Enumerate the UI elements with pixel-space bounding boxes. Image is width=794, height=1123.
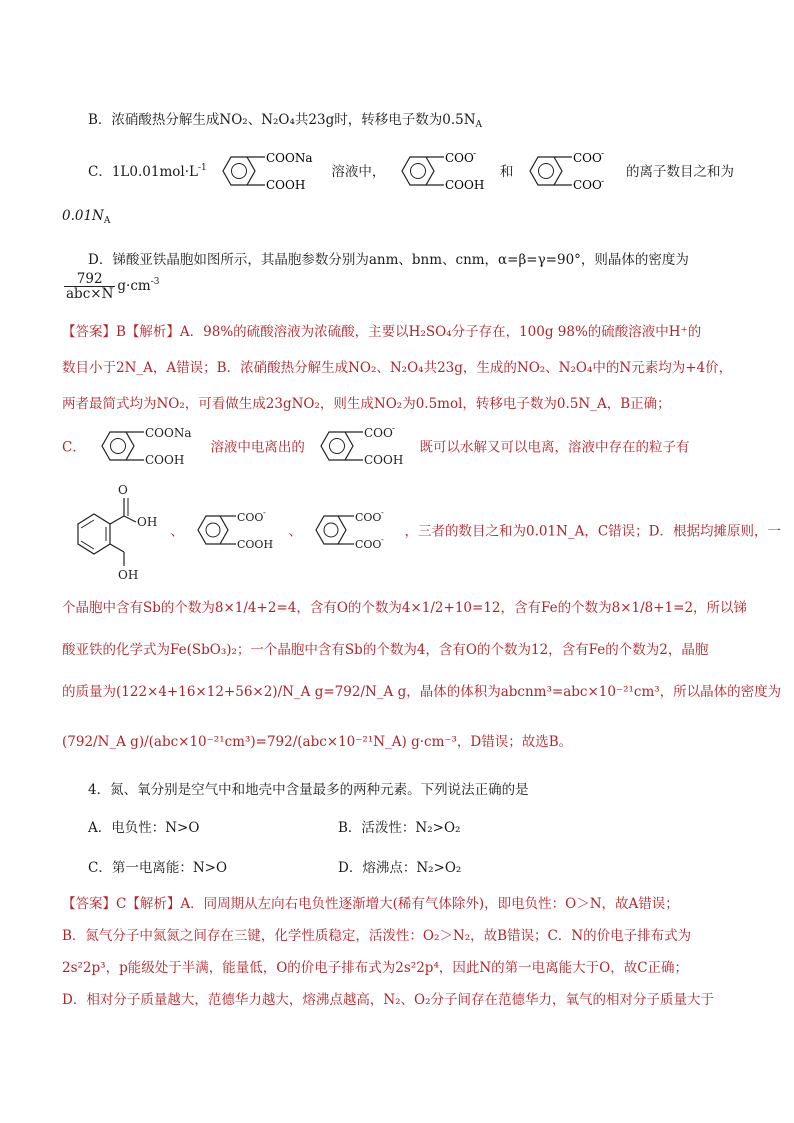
q4-option-b: B．活泼性：N₂>O₂ xyxy=(338,820,461,836)
phthalate-ion-structure xyxy=(520,153,620,193)
answer3-line5: O OH OH 、 COO - COOH 、 COO - COO - ，三者的数目之和为0.01N_A，C错误；D．根据均摊原则，一 xyxy=(62,482,781,582)
phthalate-ion-structure xyxy=(308,512,398,552)
svg-text:COO: COO xyxy=(355,538,382,551)
sodium-hydrogen-phthalate-structure xyxy=(92,428,204,468)
svg-text:COO: COO xyxy=(572,152,602,165)
svg-text:COONa: COONa xyxy=(145,428,192,440)
svg-text:COOH: COOH xyxy=(145,453,185,467)
answer3-line6: 个晶胞中含有Sb的个数为8×1/4+2=4，含有O的个数为4×1/2+10=12，含有Fe的个数为8×1/8+1=2，所以锑 xyxy=(62,600,748,616)
svg-text:-: - xyxy=(392,428,396,434)
svg-text:COO: COO xyxy=(237,512,264,524)
answer3-line4: C． COONa COOH 溶液中电离出的 COO - COOH 既可以水解又可以电离，溶液中存在的粒子有 xyxy=(62,428,690,468)
svg-text:COOH: COOH xyxy=(444,177,484,192)
q3-option-b: B．浓硝酸热分解生成NO₂、N₂O₄共23g时，转移电子数为$0.5N_A$ xyxy=(88,112,483,130)
svg-text:COOH: COOH xyxy=(237,538,274,551)
svg-text:-: - xyxy=(472,152,476,159)
q3-option-c: C．$1L0.01mol\cdot L^{-1}$ COONa COOH 溶液中， COO - COOH 和 COO - COO - 的离子数目之和为 xyxy=(88,150,734,200)
q4-option-c: C．第一电离能：N>O xyxy=(88,860,228,876)
q3-option-d: D．锑酸亚铁晶胞如图所示，其晶胞参数分别为anm、bnm、cnm，α=β=γ=90°，则晶体的密度为 xyxy=(88,252,689,268)
hydrogen-phthalate-ion-structure xyxy=(392,153,494,193)
answer3-line2: 数目小于2N_A，A错误；B．浓硝酸热分解生成NO₂、N₂O₄共23g，生成的NO₂、N₂O₄中的N元素均为+4价， xyxy=(62,360,733,376)
q4-option-d: D．熔沸点：N₂>O₂ xyxy=(338,860,462,876)
svg-text:-: - xyxy=(263,512,266,517)
answer4-line2: B．氮气分子中氮氮之间存在三键，化学性质稳定，活泼性：O₂＞N₂，故B错误；C．N的价电子排布式为 xyxy=(62,928,692,944)
svg-text:COOH: COOH xyxy=(266,177,306,192)
q3-option-c-line2: $0.01N_A$ xyxy=(62,208,111,226)
q4-stem: 4．氮、氧分别是空气中和地壳中含量最多的两种元素。下列说法正确的是 xyxy=(88,782,529,798)
answer3-line1: 【答案】B【解析】A．98%的硫酸溶液为浓硫酸，主要以H₂SO₄分子存在，100g 98%的硫酸溶液中H⁺的 xyxy=(62,324,702,340)
answer3-line3: 两者最简式均为NO₂，可看做生成23gNO₂，则生成NO₂为0.5mol，转移电子数为0.5N_A，B正确； xyxy=(62,396,671,412)
svg-text:-: - xyxy=(600,176,604,187)
svg-text:COONa: COONa xyxy=(266,152,313,165)
svg-text:-: - xyxy=(381,535,384,544)
svg-text:OH: OH xyxy=(118,568,139,582)
q4-option-a: A．电负性：N>O xyxy=(88,820,200,836)
svg-text:COOH: COOH xyxy=(364,453,404,467)
svg-text:COO: COO xyxy=(572,177,602,192)
answer4-line4: D．相对分子质量越大，范德华力越大，熔沸点越高，N₂、O₂分子间存在范德华力，氧气的相对分子质量大于 xyxy=(62,992,715,1008)
svg-text:COO: COO xyxy=(364,428,394,440)
hydrogen-phthalate-ion-structure xyxy=(190,512,282,552)
answer4-line3: 2s²2p³，p能级处于半满，能量低，O的价电子排布式为2s²2p⁴，因此N的第一电离能大于O，故C正确； xyxy=(62,960,689,976)
answer3-line9: (792/N_A g)/(abc×10⁻²¹cm³)=792/(abc×10⁻²¹N_A) g·cm⁻³，D错误；故选B。 xyxy=(62,734,573,750)
svg-text:COO: COO xyxy=(355,512,382,524)
svg-text:-: - xyxy=(381,512,384,517)
answer3-line7: 酸亚铁的化学式为Fe(SbO₃)₂；一个晶胞中含有Sb的个数为4，含有O的个数为12，含有Fe的个数为2，晶胞 xyxy=(62,642,709,658)
answer4-line1: 【答案】C【解析】A．同周期从左向右电负性逐渐增大(稀有气体除外)，即电负性：O＞N，故A错误； xyxy=(62,896,679,912)
phthalic-acid-structure xyxy=(64,482,164,582)
sodium-hydrogen-phthalate-structure xyxy=(213,153,325,193)
svg-text:COO: COO xyxy=(444,152,474,165)
svg-text:OH: OH xyxy=(137,515,158,529)
svg-text:-: - xyxy=(600,152,604,159)
answer3-line8: 的质量为(122×4+16×12+56×2)/N_A g=792/N_A g，晶体的体积为abcnm³=abc×10⁻²¹cm³，所以晶体的密度为 xyxy=(62,684,782,700)
svg-text:O: O xyxy=(118,483,128,497)
hydrogen-phthalate-ion-structure xyxy=(311,428,413,468)
q3-option-d-density: $\frac{792}{\text{abc×N}}$ $g\cdot cm^{-3}$ xyxy=(66,271,160,302)
